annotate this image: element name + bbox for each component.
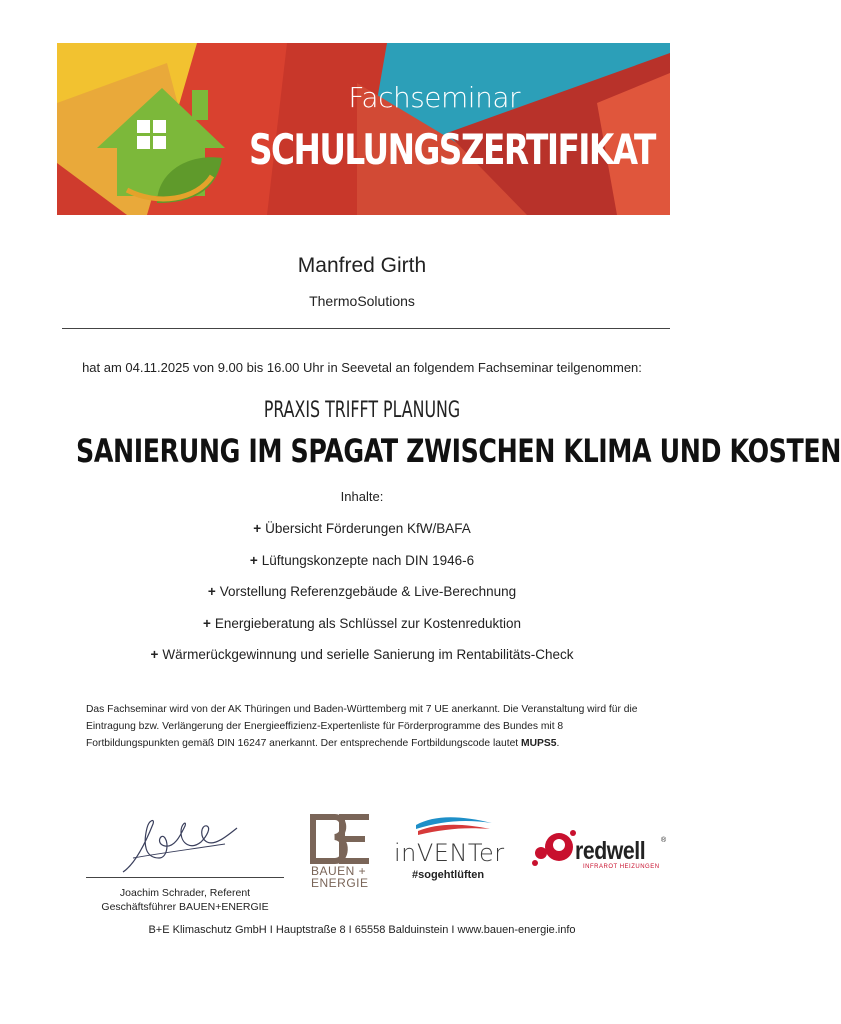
signer-role: Geschäftsführer BAUEN+ENERGIE [101, 901, 269, 913]
contents-list [0, 520, 724, 678]
footer-address: B+E Klimaschutz GmbH I Hauptstraße 8 I 65558 Balduinstein I www.bauen-energie.info [148, 924, 576, 936]
seminar-title: SANIERUNG IM SPAGAT ZWISCHEN KLIMA UND KOSTEN [76, 432, 841, 470]
be-monogram-icon [309, 815, 373, 863]
attendance-statement: hat am 04.11.2025 von 9.00 bis 16.00 Uhr in Seevetal an folgendem Fachseminar teilgenommen: [82, 360, 642, 375]
banner-title: SCHULUNGSZERTIFIKAT [249, 125, 655, 174]
plus-icon: + [253, 521, 262, 536]
list-item: + Wärmerückgewinnung und serielle Sanierung im Rentabilitäts-Check [150, 647, 574, 662]
accreditation-text: Das Fachseminar wird von der AK Thüringen und Baden-Württemberg mit 7 UE anerkannt. Die Veranstaltung wird für die Eintragung bzw. Verlängerung der Energieeffizienz-Expertenliste für Förderprogramme des Bundes mit 8 Fortbildungspunkten gemäß DIN 16247 anerkannt. Der entsprechende Fortbildungscode lautet MUPS5. [86, 704, 638, 749]
signature-line [86, 877, 284, 878]
seminar-subtitle: PRAXIS TRIFFT PLANUNG [263, 398, 461, 423]
contents-label: Inhalte: [340, 489, 384, 504]
plus-icon: + [249, 552, 258, 568]
training-code: MUPS5 [521, 738, 557, 749]
signer-info [86, 886, 284, 914]
list-item: + Lüftungskonzepte nach DIN 1946-6 [249, 552, 475, 568]
plus-icon: + [207, 584, 216, 599]
signature-image [115, 814, 245, 876]
redwell-bubbles-icon [529, 827, 579, 871]
header-banner [57, 43, 670, 215]
list-item: + Energieberatung als Schlüssel zur Kostenreduktion [202, 615, 522, 631]
participant-name: Manfred Girth [297, 254, 427, 277]
banner-subtitle: Fachseminar [348, 81, 520, 114]
wave-icon [414, 815, 494, 837]
plus-icon: + [202, 615, 211, 631]
list-item: + Übersicht Förderungen KfW/BAFA [253, 521, 471, 536]
divider [62, 328, 670, 329]
participant-company: ThermoSolutions [309, 293, 415, 309]
signer-name: Joachim Schrader, Referent [119, 887, 251, 899]
list-item: + Vorstellung Referenzgebäude & Live-Berechnung [207, 584, 517, 599]
plus-icon: + [150, 647, 159, 662]
house-leaf-icon [87, 78, 237, 208]
